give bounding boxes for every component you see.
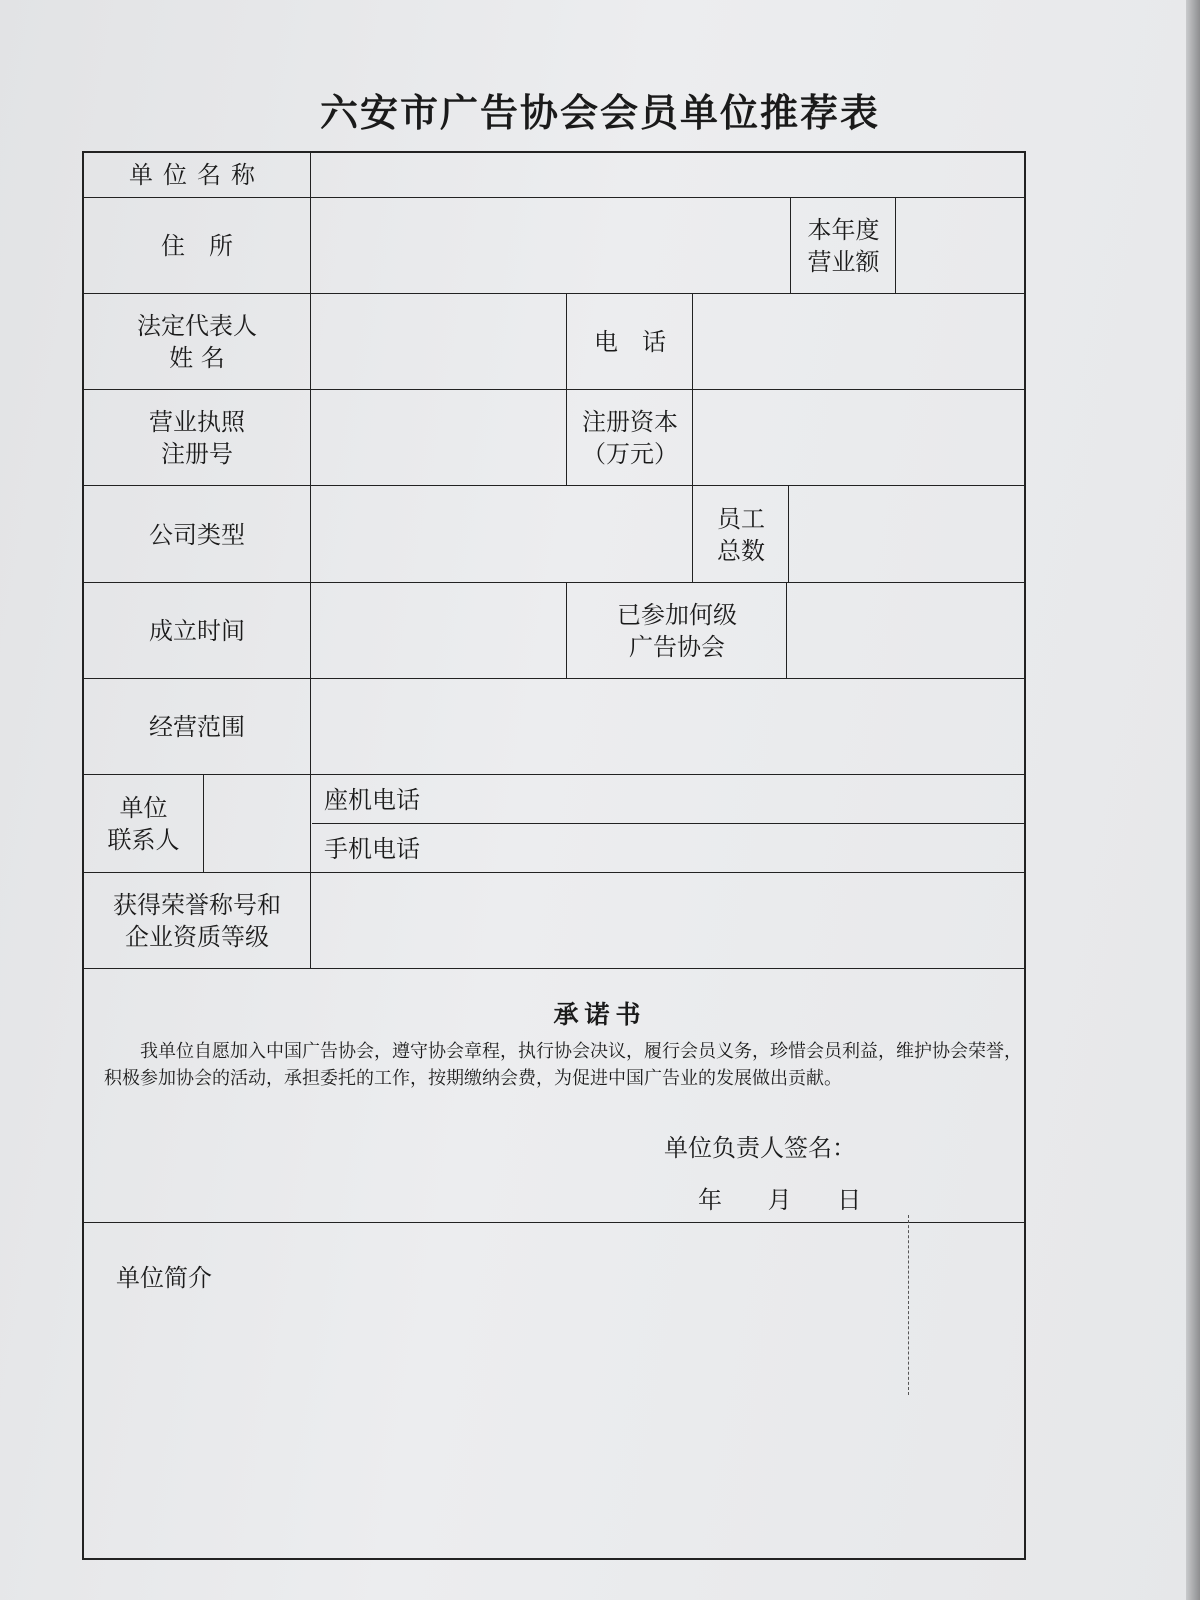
column-divider	[566, 582, 567, 678]
label-contact-person: 单位 联系人	[107, 794, 180, 854]
signature-field[interactable]	[860, 1124, 1020, 1160]
date-month-label: 月	[767, 1186, 792, 1214]
staff-total-field[interactable]	[790, 487, 1024, 582]
column-divider	[788, 485, 789, 582]
column-divider	[566, 293, 567, 485]
row-divider	[82, 872, 1026, 873]
honors-qualifications-field[interactable]	[312, 874, 1024, 968]
column-divider	[692, 485, 693, 582]
label-joined-association: 已参加何级 广告协会	[617, 601, 737, 661]
label-landline: 座机电话	[324, 785, 420, 814]
date-year-label: 年	[698, 1186, 722, 1214]
legal-representative-field[interactable]	[312, 295, 566, 389]
pledge-body: 我单位自愿加入中国广告协会，遵守协会章程，执行协会决议，履行会员义务，珍惜会员利益，维护协会荣誉，积极参加协会的活动，承担委托的工作，按期缴纳会费，为促进中国广告业的发展做出贡献。	[104, 1041, 1022, 1089]
row-divider	[82, 197, 1026, 198]
annual-revenue-field[interactable]	[897, 199, 1024, 293]
label-business-scope: 经营范围	[149, 713, 245, 741]
signature-date	[698, 1180, 899, 1215]
page-edge-shadow	[1186, 0, 1200, 1600]
label-phone: 电 话	[594, 328, 666, 356]
form-title: 六安市广告协会会员单位推荐表	[319, 90, 880, 135]
row-divider	[82, 968, 1026, 969]
row-divider	[312, 823, 1026, 824]
label-address: 住 所	[161, 232, 233, 260]
column-divider	[786, 582, 787, 678]
business-license-field[interactable]	[312, 391, 566, 485]
company-type-field[interactable]	[312, 487, 692, 582]
founded-date-field[interactable]	[312, 584, 566, 678]
label-column-divider	[310, 151, 311, 968]
date-day-label: 日	[837, 1186, 862, 1214]
mobile-field[interactable]	[440, 825, 1024, 872]
row-divider	[82, 389, 1026, 390]
label-annual-revenue: 本年度 营业额	[807, 216, 880, 276]
landline-field[interactable]	[440, 776, 1024, 823]
unit-name-field[interactable]	[312, 153, 1024, 197]
label-honors-qualifications: 获得荣誉称号和 企业资质等级	[113, 891, 281, 951]
unit-introduction-field[interactable]	[84, 1290, 1024, 1558]
column-divider	[790, 197, 791, 293]
label-registered-capital: 注册资本 （万元）	[582, 408, 678, 468]
signature-label: 单位负责人签名：	[664, 1134, 856, 1162]
row-divider	[82, 293, 1026, 294]
row-divider	[82, 774, 1026, 775]
column-divider	[692, 293, 693, 485]
business-scope-field[interactable]	[312, 680, 1024, 774]
label-staff-total: 员工 总数	[717, 504, 765, 565]
phone-field[interactable]	[694, 295, 1024, 389]
row-divider	[82, 1222, 1026, 1223]
label-unit-name: 单位名称	[129, 161, 265, 189]
paper-fold-mark	[908, 1215, 909, 1395]
column-divider	[203, 774, 204, 872]
label-mobile: 手机电话	[324, 834, 420, 863]
address-field[interactable]	[312, 199, 790, 293]
label-company-type: 公司类型	[149, 520, 245, 549]
row-divider	[82, 485, 1026, 486]
row-divider	[82, 678, 1026, 679]
label-founded-date: 成立时间	[149, 617, 245, 645]
contact-person-field[interactable]	[205, 776, 310, 872]
registered-capital-field[interactable]	[694, 391, 1024, 485]
label-legal-representative: 法定代表人 姓 名	[137, 312, 257, 372]
row-divider	[82, 582, 1026, 583]
column-divider	[895, 197, 896, 293]
pledge-title: 承诺书	[553, 1000, 647, 1029]
label-business-license: 营业执照 注册号	[149, 408, 245, 468]
joined-association-field[interactable]	[788, 584, 1024, 678]
label-unit-introduction: 单位简介	[116, 1264, 212, 1292]
